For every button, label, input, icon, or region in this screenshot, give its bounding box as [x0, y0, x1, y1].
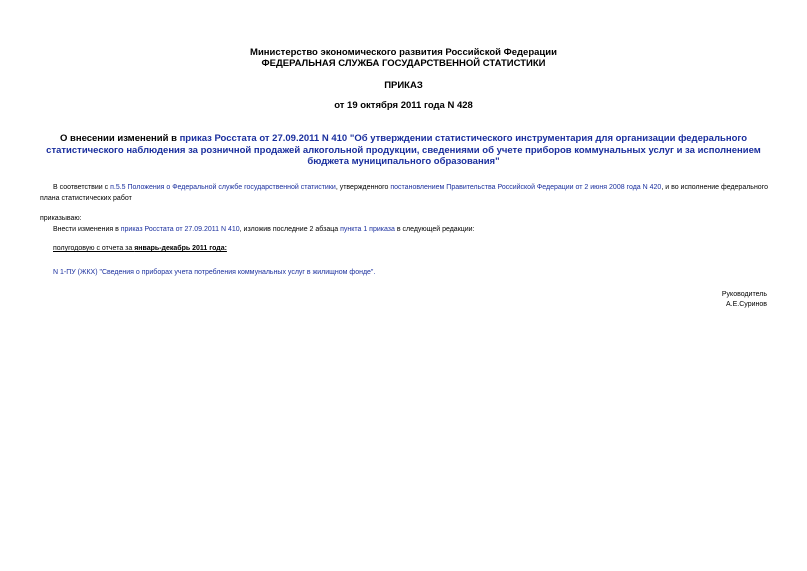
order-410-link[interactable]: приказ Росстата от 27.09.2011 N 410: [120, 226, 240, 233]
service-name: ФЕДЕРАЛЬНАЯ СЛУЖБА ГОСУДАРСТВЕННОЙ СТАТИСТИКИ: [261, 58, 546, 69]
orders-text: приказываю:: [40, 215, 82, 222]
preamble-paragraph: [40, 182, 768, 204]
ministry-name: Министерство экономического развития Российской Федерации: [250, 47, 557, 58]
item-1-link[interactable]: пункта 1 приказа: [340, 226, 395, 233]
preamble-text-2: , утвержденного: [335, 184, 391, 191]
period-text: полугодовую с отчета за: [53, 245, 135, 252]
signature-name: А.Е.Суринов: [726, 301, 767, 308]
document-date-number: от 19 октября 2011 года N 428: [334, 100, 473, 111]
title-link[interactable]: приказ Росстата от 27.09.2011 N 410 "Об утверждении статистического инструментария для организации федерального статистического наблюдения за розничной продажей алкогольной продукции, сведениями об учете приборов коммунальных услуг и за исполнением бюджета муниципального образования": [46, 133, 761, 167]
amendment-paragraph: [53, 224, 475, 235]
form-name-link[interactable]: N 1-ПУ (ЖКХ) "Сведения о приборах учета потребления коммунальных услуг в жилищном фонде".: [53, 269, 376, 276]
amendment-text-2: , изложив последние 2 абзаца: [239, 226, 341, 233]
regulation-link[interactable]: п.5.5 Положения о Федеральной службе государственной статистики: [110, 184, 336, 191]
title-prefix: О внесении изменений в: [59, 133, 180, 144]
document-title: [40, 133, 767, 168]
amendment-text-3: в следующей редакции:: [394, 226, 475, 233]
preamble-text-3: , и во исполнение федерального плана статистических работ: [40, 184, 768, 202]
document-type: ПРИКАЗ: [384, 80, 423, 91]
amendment-text-1: Внести изменения в: [53, 226, 121, 233]
signature-position: Руководитель: [721, 291, 767, 298]
period-paragraph: [53, 243, 227, 254]
period-bold: январь-декабрь 2011 года:: [134, 245, 227, 252]
preamble-text-1: В соответствии с: [53, 184, 111, 191]
decree-link[interactable]: постановлением Правительства Российской Федерации от 2 июня 2008 года N 420: [390, 184, 662, 191]
